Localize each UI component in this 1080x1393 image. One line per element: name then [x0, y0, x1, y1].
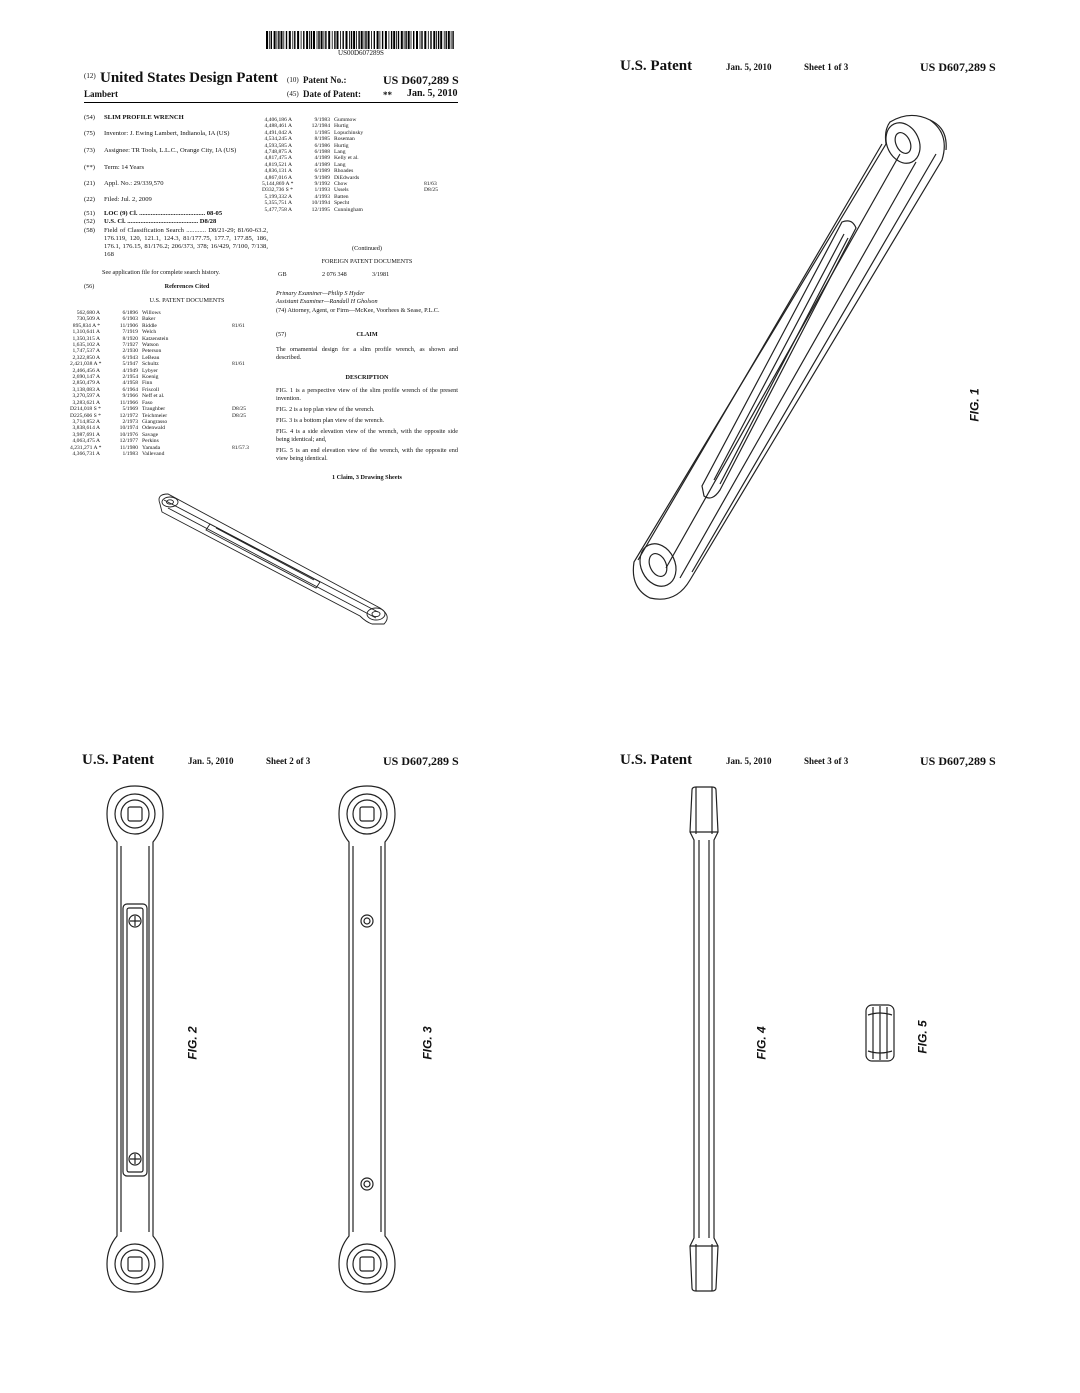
- reference-row: 4,836,131 A 6/1989 Rhoades: [264, 168, 354, 175]
- header-rule: [84, 102, 458, 103]
- reference-row: 2,322,850 A 6/1943 LeBeau: [72, 354, 160, 361]
- attorney: (74) Attorney, Agent, or Firm—McKee, Voorhees & Sease, P.L.C.: [276, 307, 440, 314]
- reference-row: 1,310,641 A 7/1919 Welch: [72, 329, 157, 336]
- patent-no-code: (10): [287, 76, 299, 84]
- reference-row: 3,270,597 A 9/1966 Neff et al.: [72, 393, 165, 400]
- fig3-bottom-plan-drawing: [337, 784, 397, 1294]
- date-code: (45): [287, 90, 299, 98]
- refs-code: (56): [84, 283, 95, 290]
- barcode-number: US00D607289S: [338, 49, 384, 57]
- date-value: Jan. 5, 2010: [407, 88, 458, 99]
- reference-row: 2,421,038 A * 5/1947 Schultz 81/61: [70, 361, 245, 368]
- claim-title: CLAIM: [356, 331, 378, 338]
- reference-row: 4,406,186 A 9/1983 Gummow: [264, 117, 357, 123]
- reference-row: 4,063,475 A 12/1977 Perkins: [72, 438, 159, 445]
- reference-row: 895,834 A * 11/1906 Riddle 81/61: [72, 322, 245, 329]
- sheet3-date: Jan. 5, 2010: [726, 756, 772, 766]
- reference-row: 1,350,315 A 8/1920 Katzenstein: [72, 335, 169, 342]
- sheet3-sheet-no: Sheet 3 of 3: [804, 756, 849, 766]
- reference-row: 730,509 A 6/1903 Baker: [76, 316, 156, 323]
- patent-number: US D607,289 S: [383, 73, 459, 87]
- references-right-list: [262, 117, 444, 213]
- reference-row: D332,736 S * 1/1993 Ussels D8/25: [262, 187, 438, 194]
- sheet2-label: U.S. Patent: [82, 752, 155, 768]
- foreign-date: 3/1981: [372, 271, 390, 278]
- fig4-label: FIG. 4: [754, 1026, 769, 1060]
- reference-row: 562,680 A 6/1896 Willows: [76, 310, 161, 316]
- fig5-end-elevation-drawing: [864, 1003, 896, 1063]
- fig3-label: FIG. 3: [420, 1026, 435, 1060]
- foreign-country: GB: [278, 271, 287, 278]
- references-left-list: [70, 310, 252, 457]
- sheet3-patent-no: US D607,289 S: [920, 754, 996, 768]
- refs-title: References Cited: [164, 283, 210, 290]
- description-title: DESCRIPTION: [345, 374, 389, 381]
- fig1-label: FIG. 1: [967, 388, 982, 422]
- inventor-surname: Lambert: [84, 89, 118, 99]
- continued-note: (Continued): [352, 245, 382, 252]
- reference-row: 1,635,102 A 7/1927 Watson: [72, 342, 159, 349]
- foreign-number: 2 076 348: [322, 271, 347, 278]
- reference-row: 4,593,585 A 6/1986 Hurtig: [264, 142, 349, 149]
- date-stars: **: [383, 90, 392, 100]
- foreign-docs-title: FOREIGN PATENT DOCUMENTS: [321, 258, 413, 265]
- biblio-fields: (54) SLIM PROFILE WRENCH (75) Inventor: J. Ewing Lambert, Indianola, IA (US) (73) Assignee: TR Tools, L.L.C., Orange City, IA (US) (**) Term: 14 Years (21) Appl. No.: 29/339,570 (22) Filed: Jul. 2, 2009 (51) LOC (9) Cl. ........................................ 08-05 (52) U.S. Cl. ........................................... D8/28 (58) Field of Classification Search ............ D8/21-29; 81/60-63.2, 176.119, 120, 121.1, 124.3, 81/177.75, 177.7, 177.85, 186, 176.1, 176.15, 81/176.2; 206/373, 378; 16/429, 7/100, 7/138, 168: [84, 114, 268, 258]
- reference-row: 3,838,614 A 10/1974 Odenwald: [72, 425, 165, 432]
- front-page-wrench-drawing: [150, 490, 400, 630]
- description-fig1: FIG. 1 is a perspective view of the slim profile wrench of the present invention.: [276, 387, 458, 402]
- reference-row: 3,138,083 A 6/1964 Friscoll: [72, 386, 160, 393]
- description-fig3: FIG. 3 is a bottom plan view of the wrench.: [276, 417, 385, 424]
- reference-row: 4,867,016 A 9/1989 DiEdwards: [264, 174, 360, 181]
- reference-row: 3,714,852 A 2/1973 Giangrasso: [72, 418, 168, 425]
- fig2-label: FIG. 2: [185, 1026, 200, 1060]
- claims-sheets: 1 Claim, 3 Drawing Sheets: [332, 474, 402, 481]
- reference-row: 1,747,537 A 2/1930 Peterson: [72, 348, 162, 355]
- doc-kind-title: United States Design Patent: [100, 70, 278, 86]
- search-note: See application file for complete search history.: [102, 269, 220, 276]
- date-label: Date of Patent:: [303, 89, 361, 99]
- reference-row: 4,817,475 A 4/1989 Kelly et al.: [264, 155, 359, 162]
- fig4-side-elevation-drawing: [686, 786, 722, 1292]
- us-docs-title: U.S. PATENT DOCUMENTS: [149, 297, 225, 304]
- sheet1-label: U.S. Patent: [620, 58, 693, 74]
- description-fig5: FIG. 5 is an end elevation view of the wrench, with the opposite end view being identical.: [276, 447, 458, 462]
- patent-no-label: Patent No.:: [303, 75, 347, 85]
- reference-row: 4,231,271 A * 11/1980 Yamada 81/57.3: [70, 444, 249, 451]
- reference-row: 2,466,456 A 4/1949 Lybyer: [72, 367, 158, 374]
- claim-text: The ornamental design for a slim profile wrench, as shown and described.: [276, 346, 458, 361]
- reference-row: 2,690,147 A 2/1954 Koenig: [72, 374, 159, 381]
- sheet2-sheet-no: Sheet 2 of 3: [266, 756, 311, 766]
- fig1-perspective-drawing: [630, 110, 960, 610]
- sheet3-label: U.S. Patent: [620, 752, 693, 768]
- sheet1-patent-no: US D607,289 S: [920, 60, 996, 74]
- fig2-top-plan-drawing: [105, 784, 165, 1294]
- reference-row: 3,283,621 A 11/1966 Faso: [72, 399, 153, 406]
- reference-row: 4,366,731 A 1/1983 Vallevand: [72, 450, 165, 457]
- sheet1-date: Jan. 5, 2010: [726, 62, 772, 72]
- claim-code: (57): [276, 331, 287, 338]
- reference-row: 5,199,332 A 4/1993 Batten: [264, 193, 349, 200]
- sheet1-sheet-no: Sheet 1 of 3: [804, 62, 849, 72]
- reference-row: 4,491,042 A 1/1985 Lopuchinsky: [264, 129, 364, 136]
- reference-row: 4,534,245 A 8/1985 Roseman: [264, 136, 355, 143]
- primary-examiner: Primary Examiner—Philip S Hyder: [276, 290, 365, 297]
- reference-row: 4,819,521 A 4/1989 Lang: [264, 161, 346, 168]
- description-fig2: FIG. 2 is a top plan view of the wrench.: [276, 406, 375, 413]
- reference-row: D214,018 S * 5/1969 Traughber D8/25: [70, 406, 246, 413]
- reference-row: 4,488,461 A 12/1984 Hurtig: [264, 123, 349, 130]
- fig5-label: FIG. 5: [915, 1020, 930, 1054]
- sheet2-patent-no: US D607,289 S: [383, 754, 459, 768]
- description-fig4: FIG. 4 is a side elevation view of the wrench, with the opposite side being identical; and,: [276, 428, 458, 443]
- reference-row: 2,850,479 A 4/1958 Finn: [72, 380, 153, 387]
- doc-kind-code: (12): [84, 72, 96, 80]
- reference-row: 4,748,875 A 6/1988 Lang: [264, 149, 346, 156]
- assistant-examiner: Assistant Examiner—Randall H Gholson: [276, 298, 378, 305]
- reference-row: D225,606 S * 12/1972 Teichmeier D8/25: [70, 412, 246, 419]
- barcode-image: [266, 31, 456, 51]
- sheet2-date: Jan. 5, 2010: [188, 756, 234, 766]
- reference-row: 5,477,758 A 12/1995 Cunningham: [264, 206, 363, 213]
- reference-row: 5,355,751 A 10/1994 Specht: [264, 200, 350, 207]
- reference-row: 5,144,869 A * 9/1992 Chow 81/63: [262, 181, 437, 188]
- reference-row: 3,987,691 A 10/1976 Savage: [72, 431, 159, 438]
